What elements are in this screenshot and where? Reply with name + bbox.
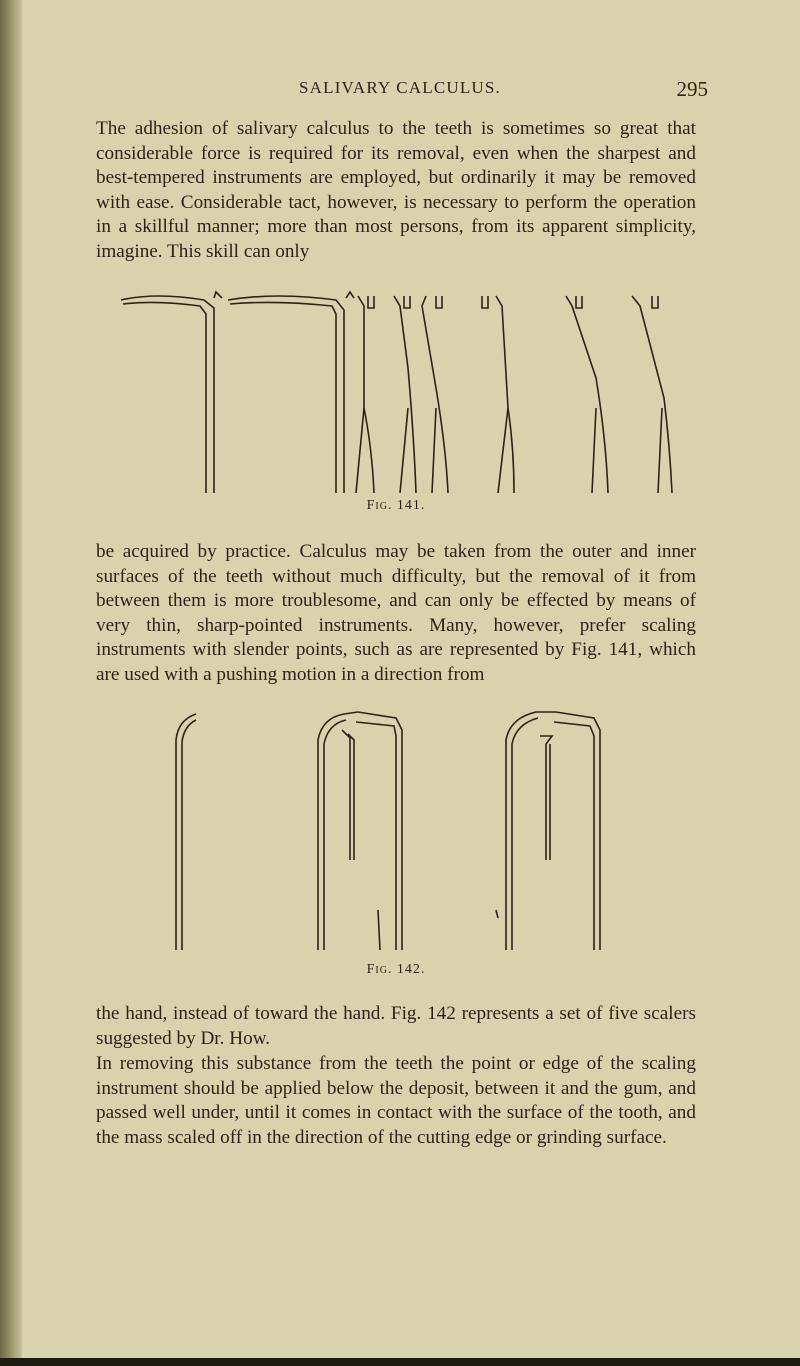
scaler-instrument	[176, 714, 196, 950]
scaler-instrument	[228, 292, 354, 493]
page-number: 295	[676, 77, 708, 101]
running-head	[0, 78, 800, 108]
scaler-instrument	[566, 296, 608, 493]
figure-caption: Fig. 141.	[366, 498, 426, 513]
paragraph-2: be acquired by practice. Calculus may be taken from the outer and inner surfaces of the teeth without much difficulty, but the removal of it from between them is more troublesome, and can only be effected by means of very thin, sharp-pointed instruments. Many, however, prefer scaling instruments with slender points, such as are represented by Fig. 141, which are used with a pushing motion in a direction from	[96, 541, 696, 685]
scaler-instrument	[422, 296, 448, 493]
scaler-instruments-illustration	[96, 288, 696, 493]
figure-142	[96, 710, 696, 992]
scaler-instrument	[482, 296, 514, 493]
how-scalers-illustration	[96, 710, 696, 955]
paragraph-1: The adhesion of salivary calculus to the teeth is sometimes so great that considerable force is required for its removal, even when the sharpest and best-tempered instruments are employed, but ordinarily it may be removed with ease. Considerable tact, however, is necessary to perform the operation in a skillful manner; more than most persons, from its apparent simplicity, imagine. This skill can only	[96, 118, 696, 262]
scaler-instrument	[394, 296, 416, 493]
page-bottom-edge	[0, 1358, 800, 1366]
paragraph-4: In removing this substance from the teeth the point or edge of the scaling instrument should be applied below the deposit, between it and the gum, and passed well under, until it comes in contact with the surface of the tooth, and the mass scaled off in the direction of the cutting edge or grinding surface.	[96, 1053, 696, 1148]
scaler-instrument	[318, 712, 402, 950]
scaler-instrument	[496, 712, 600, 950]
figure-141	[96, 288, 696, 520]
figure-caption: Fig. 142.	[366, 962, 426, 977]
running-title: SALIVARY CALCULUS.	[298, 78, 502, 97]
scaler-instrument	[632, 296, 672, 493]
paragraph-3: the hand, instead of toward the hand. Fig. 142 represents a set of five scalers suggested by Dr. How.	[96, 1003, 696, 1049]
page-edge-shadow	[0, 0, 22, 1366]
scaler-instrument	[356, 296, 374, 493]
scaler-instrument	[121, 292, 222, 493]
